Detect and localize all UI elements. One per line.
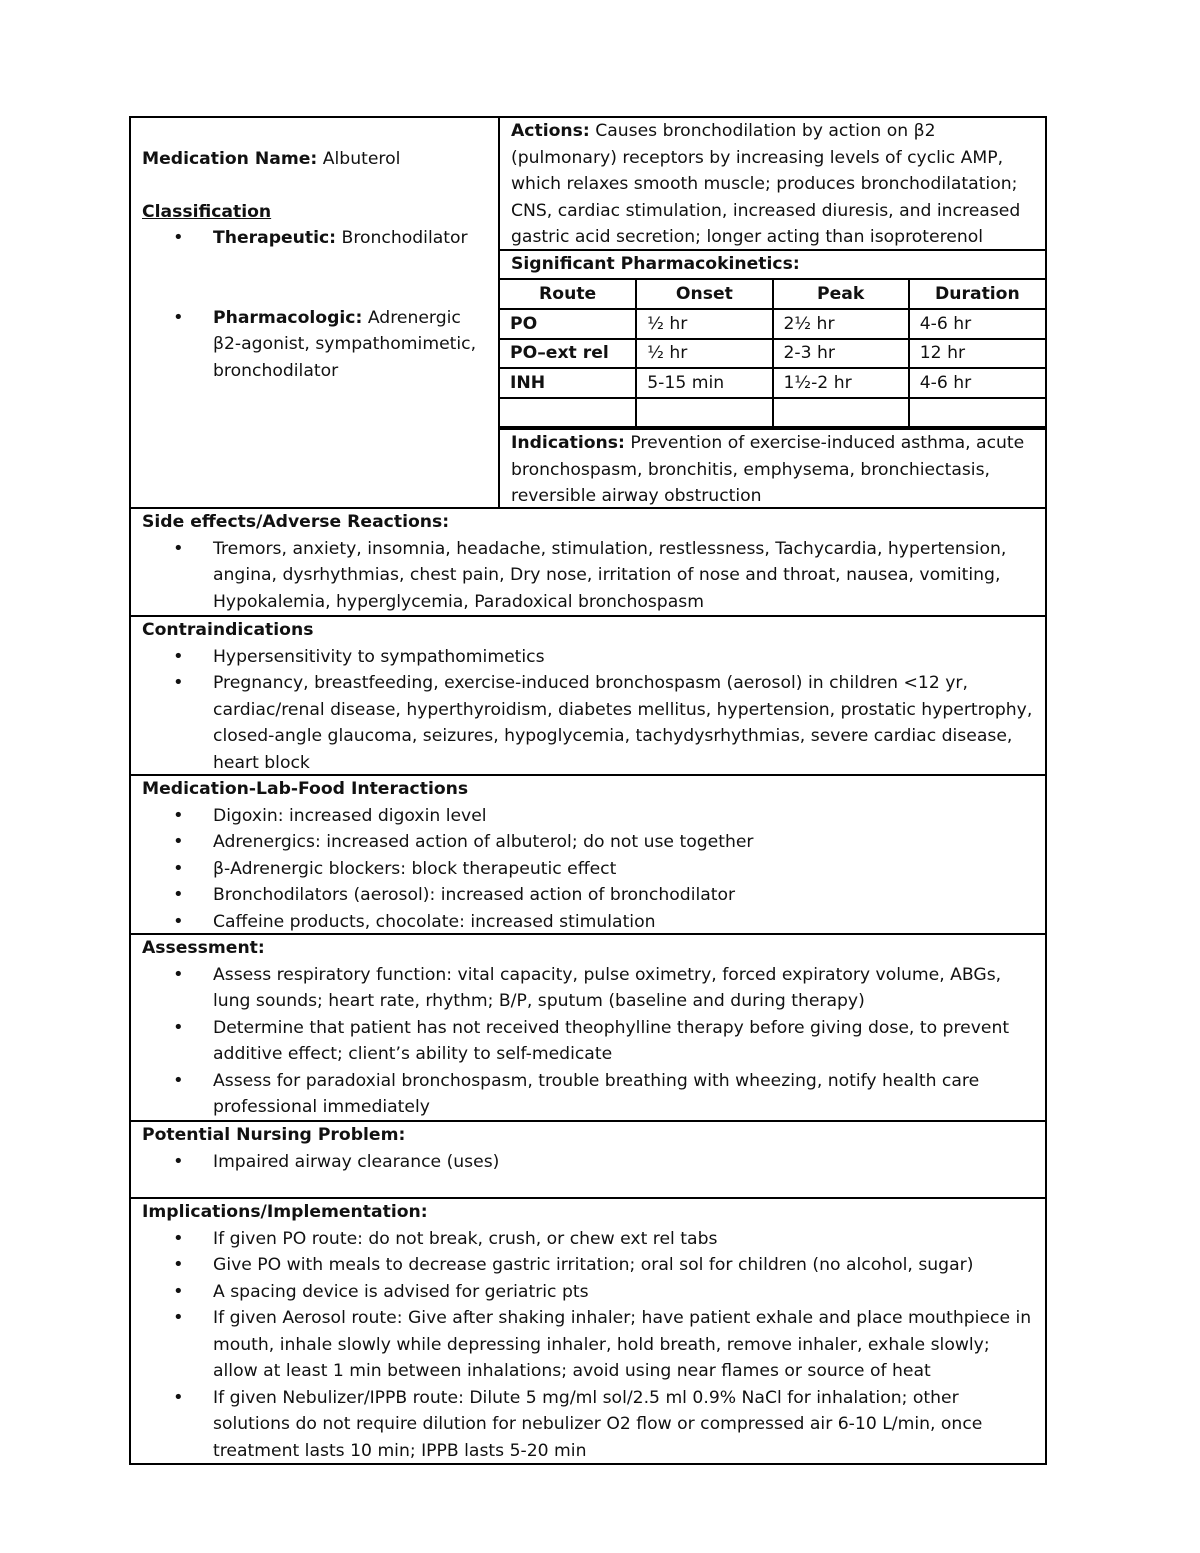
pk-row — [500, 309, 1045, 339]
classification-heading: Classification — [142, 201, 272, 222]
pk-cell-onset: ½ hr — [636, 309, 772, 339]
pk-cell-duration: 12 hr — [909, 339, 1045, 369]
indications-label: Indications: — [511, 433, 625, 453]
classification-list — [142, 225, 488, 252]
list-item: • If given Nebulizer/IPPB route: Dilute 5 mg/ml sol/2.5 ml 0.9% NaCl for inhalation; other solutions do not require dilution for nebulizer O2 flow or compressed air 6-10 L/min, once treatment lasts 10 min; IPPB lasts 5-20 min — [142, 1385, 1037, 1465]
pk-cell-peak — [773, 398, 909, 428]
drug-details-cell — [500, 118, 1045, 507]
pk-header-row — [500, 280, 1045, 310]
medication-card — [129, 116, 1047, 1465]
medication-name — [142, 146, 488, 173]
nursing-problem-section — [131, 1122, 1045, 1199]
list-item: • If given Aerosol route: Give after shaking inhaler; have patient exhale and place mouthpiece in mouth, inhale slowly while depressing inhaler, hold breath, remove inhaler, exhale slowly; allow at least 1 min between inhalations; avoid using near flames or source of heat — [142, 1305, 1037, 1385]
medication-name-label: Medication Name: — [142, 149, 318, 169]
list-item: • β-Adrenergic blockers: block therapeutic effect — [142, 856, 1037, 883]
list-item: • Caffeine products, chocolate: increased stimulation — [142, 909, 1037, 936]
list-item: • A spacing device is advised for geriatric pts — [142, 1279, 1037, 1306]
assessment-section — [131, 935, 1045, 1122]
pk-cell-duration: 4-6 hr — [909, 368, 1045, 398]
therapeutic-label: Therapeutic: — [213, 228, 337, 248]
side-effects-section — [131, 509, 1045, 617]
pk-header-peak: Peak — [773, 280, 909, 310]
list-item: • Impaired airway clearance (uses) — [142, 1149, 1037, 1176]
pk-cell-route: INH — [500, 368, 636, 398]
list-item: • Give PO with meals to decrease gastric irritation; oral sol for children (no alcohol, sugar) — [142, 1252, 1037, 1279]
actions-section — [500, 118, 1045, 251]
pk-cell-onset: 5-15 min — [636, 368, 772, 398]
pharmacokinetics-table — [500, 280, 1045, 429]
pk-cell-duration: 4-6 hr — [909, 309, 1045, 339]
list-item: • Hypersensitivity to sympathomimetics — [142, 644, 1037, 671]
implementation-title: Implications/Implementation: — [142, 1202, 428, 1222]
pk-cell-duration — [909, 398, 1045, 428]
nursing-problem-list — [142, 1149, 1037, 1176]
side-effects-list — [142, 536, 1037, 616]
actions-text: Causes bronchodilation by action on β2 (pulmonary) receptors by increasing levels of cyclic AMP, which relaxes smooth muscle; produces bronchodilatation; CNS, cardiac stimulation, increased diuresis, and increased gastric acid secretion; longer acting than isoproterenol — [511, 121, 1021, 247]
actions-label: Actions: — [511, 121, 590, 141]
pharmacologic-value: Adrenergic β2-agonist, sympathomimetic, bronchodilator — [213, 307, 477, 381]
pk-cell-peak: 2-3 hr — [773, 339, 909, 369]
assessment-title: Assessment: — [142, 938, 265, 958]
pk-header-route: Route — [500, 280, 636, 310]
side-effects-title: Side effects/Adverse Reactions: — [142, 512, 450, 532]
contraindications-list — [142, 644, 1037, 777]
nursing-problem-title: Potential Nursing Problem: — [142, 1125, 406, 1145]
therapeutic-value: Bronchodilator — [336, 228, 468, 248]
therapeutic-item — [142, 225, 488, 252]
interactions-section — [131, 776, 1045, 935]
indications-section — [500, 428, 1045, 510]
pk-row — [500, 368, 1045, 398]
pk-cell-onset: ½ hr — [636, 339, 772, 369]
list-item: • Pregnancy, breastfeeding, exercise-induced bronchospasm (aerosol) in children <12 yr, cardiac/renal disease, hyperthyroidism, diabetes mellitus, hypertension, prostatic hypertrophy, closed-angle glaucoma, seizures, hypoglycemia, tachydysrhythmias, severe cardiac disease, heart block — [142, 670, 1037, 776]
pk-row — [500, 339, 1045, 369]
implementation-section — [131, 1199, 1045, 1463]
list-item: • Tremors, anxiety, insomnia, headache, stimulation, restlessness, Tachycardia, hypertension, angina, dysrhythmias, chest pain, Dry nose, irritation of nose and throat, nausea, vomiting, Hypokalemia, hyperglycemia, Paradoxical bronchospasm — [142, 536, 1037, 616]
pharmacologic-label: Pharmacologic: — [213, 307, 363, 328]
interactions-list — [142, 803, 1037, 936]
medication-name-value: Albuterol — [317, 149, 401, 169]
pk-cell-peak: 2½ hr — [773, 309, 909, 339]
list-item: • If given PO route: do not break, crush, or chew ext rel tabs — [142, 1226, 1037, 1253]
assessment-list — [142, 962, 1037, 1121]
interactions-title: Medication-Lab-Food Interactions — [142, 779, 469, 799]
list-item: • Assess for paradoxial bronchospasm, trouble breathing with wheezing, notify health care professional immediately — [142, 1068, 1037, 1121]
contraindications-title: Contraindications — [142, 620, 314, 640]
pharmacokinetics-title: Significant Pharmacokinetics: — [500, 251, 1045, 280]
pk-cell-route — [500, 398, 636, 428]
pk-cell-peak: 1½-2 hr — [773, 368, 909, 398]
list-item: • Assess respiratory function: vital capacity, pulse oximetry, forced expiratory volume, ABGs, lung sounds; heart rate, rhythm; B/P, sputum (baseline and during therapy) — [142, 962, 1037, 1015]
contraindications-section — [131, 617, 1045, 776]
pharmacologic-list — [142, 305, 488, 385]
pk-cell-onset — [636, 398, 772, 428]
list-item: • Adrenergics: increased action of albuterol; do not use together — [142, 829, 1037, 856]
implementation-list — [142, 1226, 1037, 1465]
indications-text: Prevention of exercise-induced asthma, acute bronchospasm, bronchitis, emphysema, bronchiectasis, reversible airway obstruction — [511, 433, 1025, 506]
header-section — [131, 118, 1045, 509]
pk-header-onset: Onset — [636, 280, 772, 310]
medication-info-cell — [131, 118, 500, 507]
pk-header-duration: Duration — [909, 280, 1045, 310]
list-item: • Determine that patient has not received theophylline therapy before giving dose, to prevent additive effect; client’s ability to self-medicate — [142, 1015, 1037, 1068]
pk-cell-route: PO — [500, 309, 636, 339]
list-item: • Bronchodilators (aerosol): increased action of bronchodilator — [142, 882, 1037, 909]
pharmacologic-item — [142, 305, 488, 385]
pk-cell-route: PO–ext rel — [500, 339, 636, 369]
list-item: • Digoxin: increased digoxin level — [142, 803, 1037, 830]
pk-row-empty — [500, 398, 1045, 428]
